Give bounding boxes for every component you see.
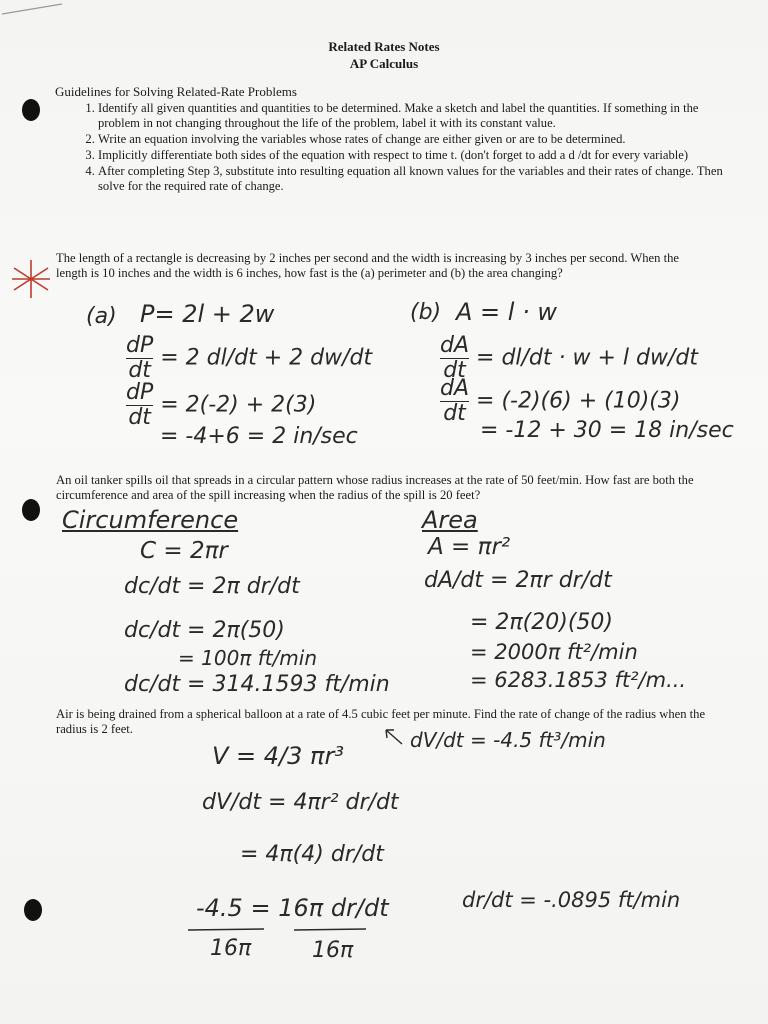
area-substitution: $\frac{dA}{dt}$ = (-2)(6) + (10)(3) xyxy=(440,376,681,426)
perimeter-derivative: $\frac{dP}{dt}$ = 2 dl/dt + 2 dw/dt xyxy=(126,333,373,383)
circle-area-exact: = 2000π ft²/min xyxy=(470,640,638,664)
circle-area-equation: A = πr² xyxy=(428,534,511,560)
guideline-step: 3. Implicitly differentiate both sides of the equation with respect to time t. (don't forget to add a d /dt for every variable) xyxy=(98,148,728,163)
guideline-step: 2. Write an equation involving the variables whose rates of change are either given or are to be determined. xyxy=(98,132,728,147)
page-title: Related Rates Notes xyxy=(328,39,440,54)
circumference-exact: = 100π ft/min xyxy=(178,646,318,670)
page-subtitle: AP Calculus xyxy=(349,56,419,71)
area-heading: Area xyxy=(422,506,478,534)
binder-hole-icon xyxy=(22,99,40,121)
guidelines-list xyxy=(76,101,728,195)
balloon-answer: dr/dt = -.0895 ft/min xyxy=(462,888,681,912)
guideline-step: 4. After completing Step 3, substitute into resulting equation all known values for the variables and their rates of change. Then solve for the required rate of change. xyxy=(98,164,728,194)
perimeter-substitution: $\frac{dP}{dt}$ = 2(-2) + 2(3) xyxy=(126,380,317,430)
circumference-equation: C = 2πr xyxy=(140,538,228,564)
circumference-derivative: dc/dt = 2π dr/dt xyxy=(124,574,300,599)
sphere-volume-equation: V = 4/3 πr³ xyxy=(212,742,344,770)
circle-area-answer: = 6283.1853 ft²/m... xyxy=(470,668,687,692)
solve-equation: -4.5 = 16π dr/dt xyxy=(196,894,389,922)
circumference-substitution: dc/dt = 2π(50) xyxy=(124,618,285,643)
binder-hole-icon xyxy=(22,499,40,521)
denominator-left: 16π xyxy=(210,936,252,961)
part-a-label: (a) xyxy=(86,304,117,329)
guidelines-heading: Guidelines for Solving Related-Rate Problems xyxy=(55,84,297,99)
fraction-bars xyxy=(186,926,376,934)
problem-2-text: An oil tanker spills oil that spreads in a circular pattern whose radius increases at the rate of 50 feet/min. How fast are both the circumference and area of the spill increasing when the radius of the spill is 20 feet? xyxy=(56,473,694,502)
circle-area-derivative: dA/dt = 2πr dr/dt xyxy=(424,568,612,593)
problem-3-text: Air is being drained from a spherical balloon at a rate of 4.5 cubic feet per minute. Find the rate of change of the radius when the radius is 2 feet. xyxy=(56,707,706,736)
volume-substitution: = 4π(4) dr/dt xyxy=(240,842,384,867)
area-equation: A = l · w xyxy=(456,298,557,326)
binder-hole-icon xyxy=(24,899,42,921)
denominator-right: 16π xyxy=(312,938,354,963)
guideline-step: 1. Identify all given quantities and quantities to be determined. Make a sketch and label the quantities. If something in the problem in not changing throughout the life of the problem, label it with its constant value. xyxy=(98,101,728,131)
problem-1-text: The length of a rectangle is decreasing by 2 inches per second and the width is increasing by 3 inches per second. When the length is 10 inches and the width is 6 inches, how fast is the (a) perimeter and (b) the area changing? xyxy=(56,251,679,280)
circumference-answer: dc/dt = 314.1593 ft/min xyxy=(124,672,390,697)
part-b-label: (b) xyxy=(410,300,442,325)
arrow-icon xyxy=(382,724,406,748)
pencil-mark xyxy=(0,0,80,20)
volume-derivative: dV/dt = 4πr² dr/dt xyxy=(202,790,399,815)
area-derivative: $\frac{dA}{dt}$ = dl/dt · w + l dw/dt xyxy=(440,333,698,383)
perimeter-equation: P= 2l + 2w xyxy=(140,300,275,328)
area-answer: = -12 + 30 = 18 in/sec xyxy=(480,418,734,443)
circumference-heading: Circumference xyxy=(62,506,239,534)
given-rate: dV/dt = -4.5 ft³/min xyxy=(410,728,606,752)
circle-area-substitution: = 2π(20)(50) xyxy=(470,610,613,635)
star-mark-icon xyxy=(8,256,54,302)
perimeter-answer: = -4+6 = 2 in/sec xyxy=(160,424,358,449)
